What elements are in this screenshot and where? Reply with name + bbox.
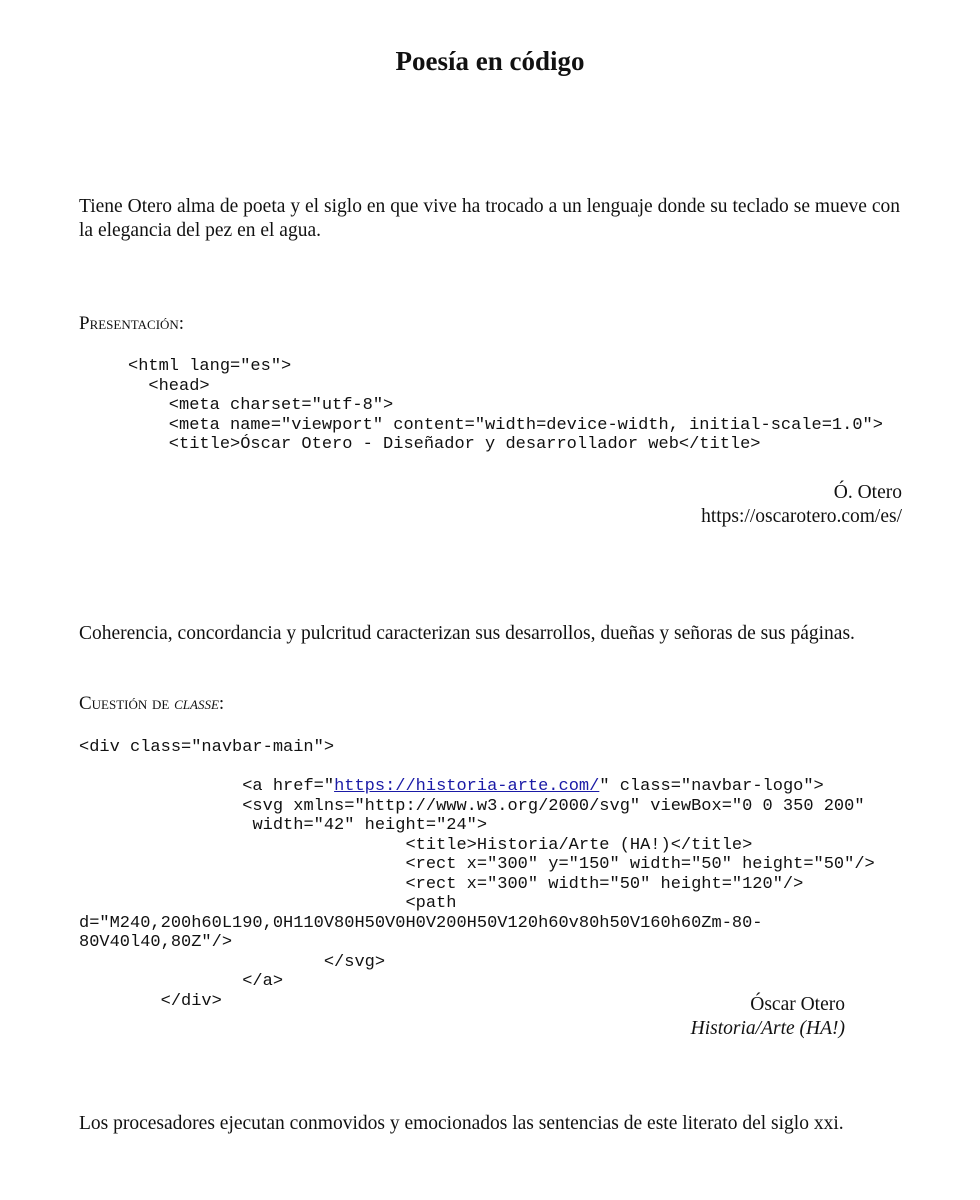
code-line: </div> (160, 991, 222, 1011)
code-line: <title>Óscar Otero - Diseñador y desarrollador web</title> (128, 435, 761, 454)
code-line: 80V40l40,80Z"/> (79, 933, 233, 952)
signature-url: https://oscarotero.com/es/ (701, 506, 902, 527)
code-line: <svg xmlns="http://www.w3.org/2000/svg" viewBox="0 0 350 200" (242, 796, 865, 816)
code-line: </a> (242, 972, 284, 991)
code-line: <rect x="300" width="50" height="120"/> (405, 874, 804, 894)
section-heading-cuestion (79, 692, 224, 716)
code-line (242, 777, 824, 796)
page-title: Poesía en código (395, 46, 585, 76)
signature-site: Historia/Arte (HA!) (690, 1018, 845, 1039)
signature-name: Ó. Otero (833, 482, 902, 503)
code-line: width="42" height="24"> (252, 816, 488, 835)
code-line: <path (405, 894, 457, 913)
code-block-presentacion (128, 357, 883, 455)
code-line: <html lang="es"> (128, 357, 292, 376)
heading-text: Cuestión de (79, 693, 175, 714)
signature-block-2 (691, 993, 845, 1041)
code-line: </svg> (323, 952, 386, 972)
code-line: <div class="navbar-main"> (79, 738, 335, 757)
code-line: d="M240,200h60L190,0H110V80H50V0H0V200H50V120h60v80h50V160h60Zm-80- (79, 913, 763, 933)
code-line: <meta charset="utf-8"> (128, 396, 394, 415)
middle-paragraph: Coherencia, concordancia y pulcritud caracterizan sus desarrollos, dueñas y señoras de sus páginas. (79, 623, 855, 644)
closing-paragraph: Los procesadores ejecutan conmovidos y emocionados las sentencias de este literato del siglo xxi. (79, 1113, 844, 1134)
code-fragment: " class="navbar-logo"> (599, 777, 824, 796)
code-line: <head> (128, 376, 210, 396)
signature-name: Óscar Otero (750, 994, 845, 1015)
heading-italic-text: classe (174, 693, 219, 714)
code-line: <rect x="300" y="150" width="50" height="50"/> (405, 855, 875, 874)
code-line: <title>Historia/Arte (HA!)</title> (405, 835, 753, 855)
intro-paragraph: Tiene Otero alma de poeta y el siglo en que vive ha trocado a un lenguaje donde su teclado se mueve con la elegancia del pez en el agua. (79, 196, 900, 241)
heading-colon: : (218, 693, 225, 714)
section-heading-presentacion: Presentación: (79, 313, 185, 334)
code-fragment: <a href=" (242, 777, 335, 796)
code-block-navbar (79, 738, 875, 1011)
historia-arte-link[interactable]: https://historia-arte.com/ (334, 777, 600, 796)
signature-block-1 (701, 481, 902, 529)
code-line: <meta name="viewport" content="width=device-width, initial-scale=1.0"> (128, 415, 883, 435)
